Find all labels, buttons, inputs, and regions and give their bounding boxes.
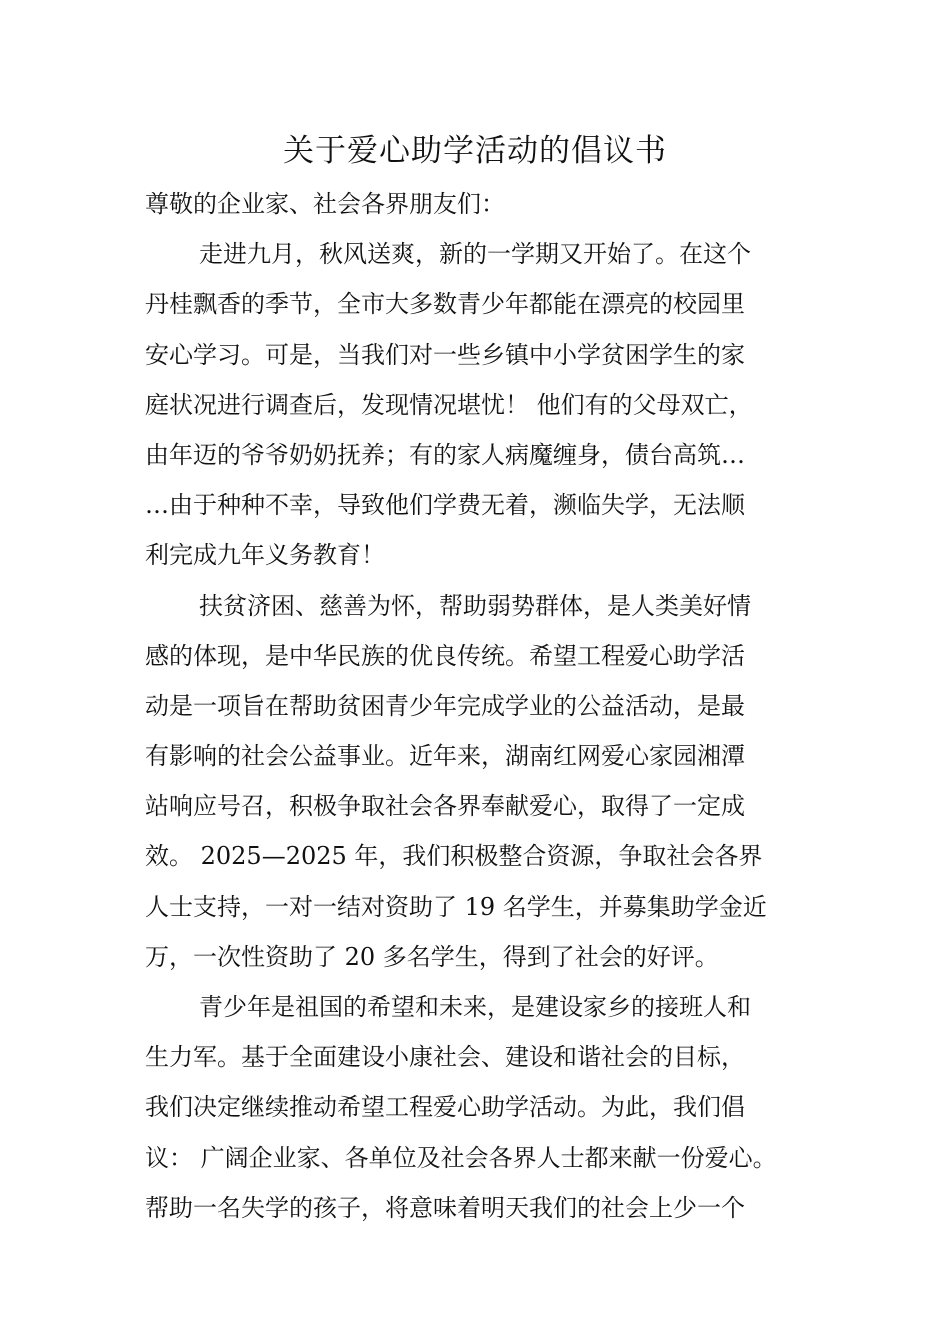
body-line: 尊敬的企业家、社会各界朋友们：: [145, 190, 505, 218]
paragraph-first-line: 走进九月，秋风送爽，新的一学期又开始了。在这个: [199, 240, 751, 269]
body-line: 万，一次性资助了 20 多名学生，得到了社会的好评。: [145, 942, 719, 971]
body-line: …由于种种不幸，导致他们学费无着，濒临失学，无法顺: [145, 491, 745, 520]
body-line: 人士支持，一对一结对资助了 19 名学生，并募集助学金近: [145, 892, 767, 921]
body-line: 生力军。基于全面建设小康社会、建设和谐社会的目标，: [145, 1043, 745, 1072]
body-line: 庭状况进行调查后，发现情况堪忧！ 他们有的父母双亡，: [145, 390, 753, 419]
body-line: 效。 2025—2025 年，我们积极整合资源，争取社会各界: [145, 842, 763, 871]
body-line: 由年迈的爷爷奶奶抚养；有的家人病魔缠身，债台高筑…: [145, 440, 745, 469]
body-line: 丹桂飘香的季节，全市大多数青少年都能在漂亮的校园里: [145, 290, 745, 319]
paragraph-first-line: 扶贫济困、慈善为怀，帮助弱势群体，是人类美好情: [199, 591, 751, 620]
body-line: 我们决定继续推动希望工程爱心助学活动。为此，我们倡: [145, 1093, 745, 1122]
document-body: [145, 179, 825, 1233]
paragraph-first-line: 青少年是祖国的希望和未来，是建设家乡的接班人和: [199, 993, 751, 1021]
body-line: 帮助一名失学的孩子，将意味着明天我们的社会上少一个: [145, 1193, 745, 1222]
body-line: 站响应号召，积极争取社会各界奉献爱心，取得了一定成: [145, 792, 745, 821]
body-line: 有影响的社会公益事业。近年来，湖南红网爱心家园湘潭: [145, 742, 745, 771]
body-line: 感的体现，是中华民族的优良传统。希望工程爱心助学活: [145, 641, 745, 670]
body-line: 安心学习。可是，当我们对一些乡镇中小学贫困学生的家: [145, 340, 745, 369]
body-line: 动是一项旨在帮助贫困青少年完成学业的公益活动，是最: [145, 691, 745, 720]
body-line: 议： 广阔企业家、各单位及社会各界人士都来献一份爱心。: [145, 1143, 777, 1172]
body-line: 利完成九年义务教育！: [145, 541, 385, 570]
document-title: 关于爱心助学活动的倡议书: [283, 133, 667, 169]
